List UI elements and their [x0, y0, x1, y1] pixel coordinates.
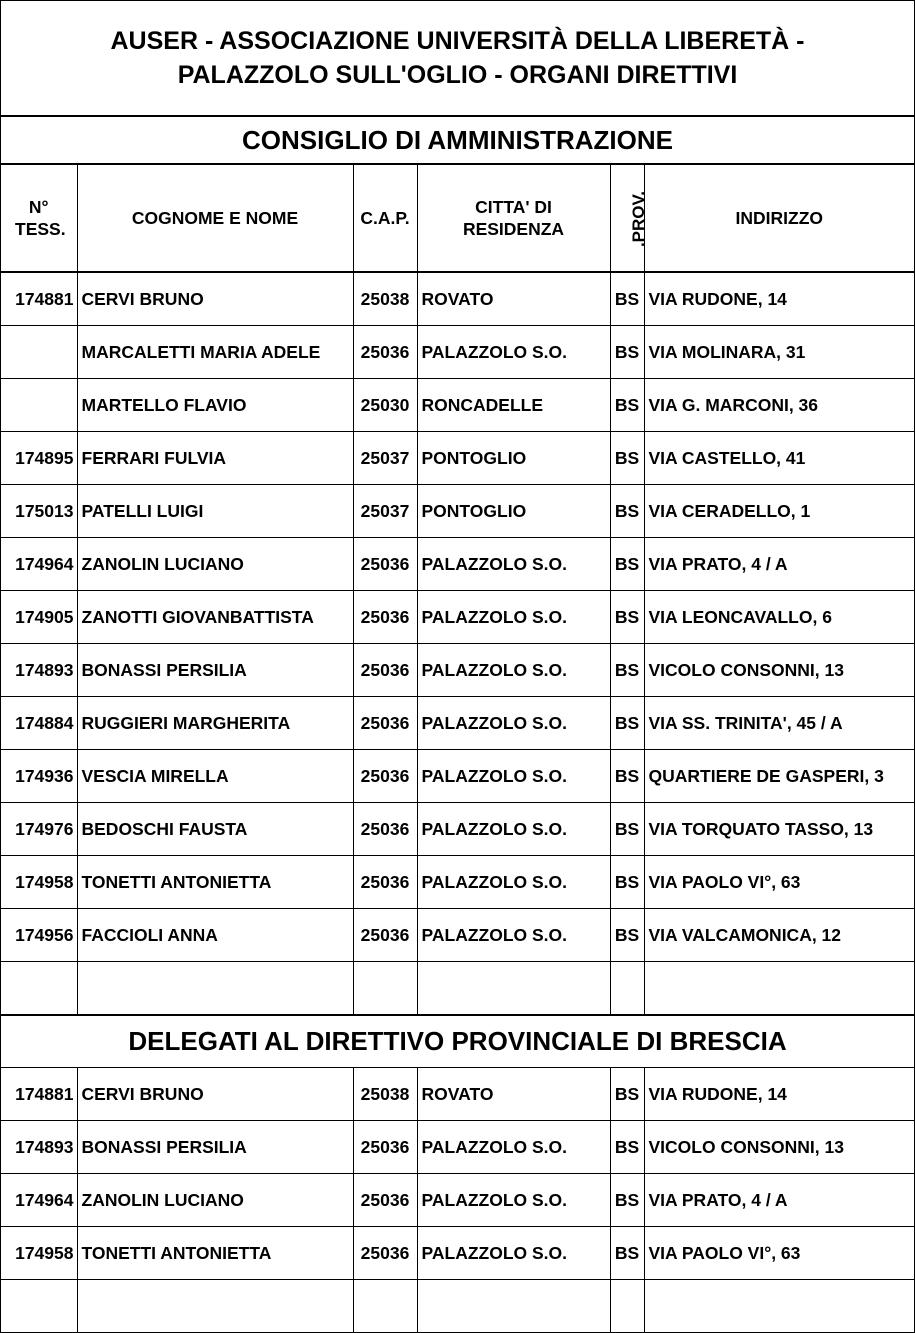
cell-address: VIA SS. TRINITA', 45 / A	[644, 697, 914, 750]
cell-tess: 174881	[1, 1068, 77, 1121]
table-row	[1, 485, 914, 538]
cell-city: PALAZZOLO S.O.	[417, 1174, 610, 1227]
cell-tess: 174964	[1, 1174, 77, 1227]
cell-name: ZANOLIN LUCIANO	[77, 1174, 353, 1227]
header-prov	[610, 165, 648, 272]
cell-prov: BS	[610, 697, 644, 750]
section-title-delegati: DELEGATI AL DIRETTIVO PROVINCIALE DI BRESCIA	[1, 1016, 914, 1068]
cell-address	[644, 1280, 914, 1333]
cell-city: ROVATO	[417, 1068, 610, 1121]
cell-name: FERRARI FULVIA	[77, 432, 353, 485]
cell-tess	[1, 379, 77, 432]
cell-cap: 25036	[353, 697, 417, 750]
header-cap: C.A.P.	[353, 165, 417, 272]
header-name: COGNOME E NOME	[77, 165, 353, 272]
cell-name: BEDOSCHI FAUSTA	[77, 803, 353, 856]
cell-prov: BS	[610, 803, 644, 856]
cell-address: VIA CASTELLO, 41	[644, 432, 914, 485]
cell-address	[644, 962, 914, 1016]
cell-prov: BS	[610, 1174, 644, 1227]
cell-city: PALAZZOLO S.O.	[417, 856, 610, 909]
table-row	[1, 591, 914, 644]
cell-name: RUGGIERI MARGHERITA	[77, 697, 353, 750]
cell-cap	[353, 1280, 417, 1333]
cell-prov: BS	[610, 1121, 644, 1174]
cell-cap: 25037	[353, 432, 417, 485]
cell-cap: 25036	[353, 1121, 417, 1174]
cell-city: PALAZZOLO S.O.	[417, 803, 610, 856]
cell-name: PATELLI LUIGI	[77, 485, 353, 538]
cell-address: VICOLO CONSONNI, 13	[644, 1121, 914, 1174]
title-line-2: PALAZZOLO SULL'OGLIO - ORGANI DIRETTIVI	[177, 61, 738, 89]
cell-tess: 174964	[1, 538, 77, 591]
cell-address: VICOLO CONSONNI, 13	[644, 644, 914, 697]
consiglio-table	[1, 273, 914, 1016]
cell-prov: BS	[610, 591, 644, 644]
cell-tess: 175013	[1, 485, 77, 538]
table-row	[1, 538, 914, 591]
title-line-1: AUSER - ASSOCIAZIONE UNIVERSITÀ DELLA LIBERETÀ -	[110, 27, 805, 55]
table-row	[1, 856, 914, 909]
table-row	[1, 1280, 914, 1333]
cell-city: PALAZZOLO S.O.	[417, 750, 610, 803]
cell-prov: BS	[610, 750, 644, 803]
cell-tess: 174905	[1, 591, 77, 644]
cell-name: VESCIA MIRELLA	[77, 750, 353, 803]
cell-city: RONCADELLE	[417, 379, 610, 432]
cell-cap: 25036	[353, 644, 417, 697]
cell-name: TONETTI ANTONIETTA	[77, 856, 353, 909]
cell-name: MARTELLO FLAVIO	[77, 379, 353, 432]
cell-address: VIA MOLINARA, 31	[644, 326, 914, 379]
table-row	[1, 750, 914, 803]
cell-city: PALAZZOLO S.O.	[417, 538, 610, 591]
cell-city	[417, 962, 610, 1016]
cell-city: PONTOGLIO	[417, 432, 610, 485]
cell-prov	[610, 962, 644, 1016]
cell-cap: 25036	[353, 803, 417, 856]
cell-tess: 174958	[1, 856, 77, 909]
cell-tess: 174936	[1, 750, 77, 803]
header-city: CITTA' DI RESIDENZA	[417, 165, 610, 272]
cell-tess: 174958	[1, 1227, 77, 1280]
table-row	[1, 1174, 914, 1227]
cell-tess: 174976	[1, 803, 77, 856]
cell-name: ZANOTTI GIOVANBATTISTA	[77, 591, 353, 644]
cell-cap: 25036	[353, 856, 417, 909]
cell-address: VIA TORQUATO TASSO, 13	[644, 803, 914, 856]
cell-prov: BS	[610, 856, 644, 909]
cell-tess	[1, 962, 77, 1016]
cell-city: PALAZZOLO S.O.	[417, 697, 610, 750]
table-row	[1, 432, 914, 485]
cell-prov: BS	[610, 485, 644, 538]
cell-name	[77, 1280, 353, 1333]
cell-city: PALAZZOLO S.O.	[417, 644, 610, 697]
cell-prov: BS	[610, 326, 644, 379]
cell-prov	[610, 1280, 644, 1333]
table-row	[1, 1121, 914, 1174]
cell-address: VIA RUDONE, 14	[644, 273, 914, 326]
cell-address: VIA CERADELLO, 1	[644, 485, 914, 538]
cell-prov: BS	[610, 538, 644, 591]
cell-address: VIA RUDONE, 14	[644, 1068, 914, 1121]
section-title-consiglio: CONSIGLIO DI AMMINISTRAZIONE	[1, 117, 914, 165]
cell-address: VIA PAOLO VI°, 63	[644, 856, 914, 909]
cell-tess: 174884	[1, 697, 77, 750]
cell-tess	[1, 326, 77, 379]
table-row	[1, 1227, 914, 1280]
cell-address: QUARTIERE DE GASPERI, 3	[644, 750, 914, 803]
cell-city: PONTOGLIO	[417, 485, 610, 538]
cell-tess: 174956	[1, 909, 77, 962]
document-title	[1, 1, 914, 117]
cell-cap: 25036	[353, 591, 417, 644]
cell-name: TONETTI ANTONIETTA	[77, 1227, 353, 1280]
table-row	[1, 962, 914, 1016]
cell-city: PALAZZOLO S.O.	[417, 1121, 610, 1174]
table-row	[1, 909, 914, 962]
header-address: INDIRIZZO	[644, 165, 914, 272]
cell-tess: 174881	[1, 273, 77, 326]
cell-name	[77, 962, 353, 1016]
cell-name: FACCIOLI ANNA	[77, 909, 353, 962]
cell-address: VIA LEONCAVALLO, 6	[644, 591, 914, 644]
table-row	[1, 273, 914, 326]
cell-city	[417, 1280, 610, 1333]
cell-tess: 174895	[1, 432, 77, 485]
cell-prov: BS	[610, 1068, 644, 1121]
cell-cap: 25036	[353, 1174, 417, 1227]
cell-cap: 25038	[353, 273, 417, 326]
cell-city: PALAZZOLO S.O.	[417, 591, 610, 644]
cell-cap: 25037	[353, 485, 417, 538]
cell-prov: BS	[610, 644, 644, 697]
cell-cap: 25036	[353, 1227, 417, 1280]
table-row	[1, 644, 914, 697]
cell-city: PALAZZOLO S.O.	[417, 909, 610, 962]
cell-name: BONASSI PERSILIA	[77, 644, 353, 697]
cell-cap: 25036	[353, 538, 417, 591]
cell-address: VIA PAOLO VI°, 63	[644, 1227, 914, 1280]
cell-address: VIA G. MARCONI, 36	[644, 379, 914, 432]
cell-prov: BS	[610, 909, 644, 962]
cell-cap: 25038	[353, 1068, 417, 1121]
cell-cap: 25036	[353, 909, 417, 962]
cell-name: MARCALETTI MARIA ADELE	[77, 326, 353, 379]
cell-prov: BS	[610, 432, 644, 485]
cell-city: ROVATO	[417, 273, 610, 326]
table-row	[1, 1068, 914, 1121]
cell-name: CERVI BRUNO	[77, 273, 353, 326]
header-prov-label: .PROV.	[628, 190, 648, 247]
table-row	[1, 803, 914, 856]
cell-address: VIA PRATO, 4 / A	[644, 538, 914, 591]
cell-prov: BS	[610, 1227, 644, 1280]
cell-city: PALAZZOLO S.O.	[417, 1227, 610, 1280]
cell-tess	[1, 1280, 77, 1333]
cell-tess: 174893	[1, 644, 77, 697]
table-row	[1, 379, 914, 432]
cell-name: ZANOLIN LUCIANO	[77, 538, 353, 591]
table-row	[1, 697, 914, 750]
cell-name: BONASSI PERSILIA	[77, 1121, 353, 1174]
cell-city: PALAZZOLO S.O.	[417, 326, 610, 379]
cell-prov: BS	[610, 273, 644, 326]
cell-address: VIA VALCAMONICA, 12	[644, 909, 914, 962]
cell-tess: 174893	[1, 1121, 77, 1174]
cell-cap: 25030	[353, 379, 417, 432]
delegati-table	[1, 1068, 914, 1333]
cell-prov: BS	[610, 379, 644, 432]
column-header-row	[1, 165, 914, 273]
header-tess: N° TESS.	[1, 165, 77, 272]
cell-address: VIA PRATO, 4 / A	[644, 1174, 914, 1227]
cell-name: CERVI BRUNO	[77, 1068, 353, 1121]
cell-cap: 25036	[353, 326, 417, 379]
cell-cap: 25036	[353, 750, 417, 803]
cell-cap	[353, 962, 417, 1016]
table-row	[1, 326, 914, 379]
